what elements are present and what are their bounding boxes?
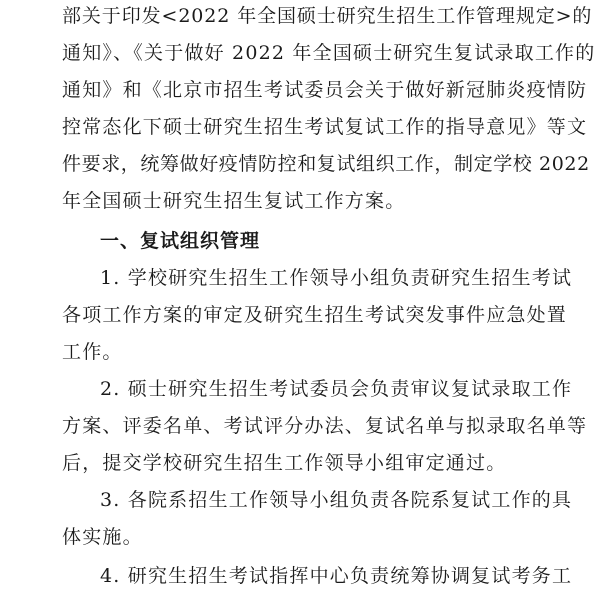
item-2-line-2: 方案、评委名单、考试评分办法、复试名单与拟录取名单等: [62, 415, 588, 437]
intro-line-2: 通知》、《关于做好 2022 年全国硕士研究生复试录取工作的: [62, 42, 596, 64]
item-3-line-2: 体实施。: [62, 526, 143, 548]
intro-line-1: 部关于印发<2022 年全国硕士研究生招生工作管理规定>的: [62, 5, 593, 27]
item-1-line-3: 工作。: [62, 341, 123, 363]
intro-line-6: 年全国硕士研究生招生复试工作方案。: [62, 190, 406, 212]
intro-line-3: 通知》和《北京市招生考试委员会关于做好新冠肺炎疫情防: [62, 79, 588, 101]
section-heading: 一、复试组织管理: [100, 230, 261, 252]
intro-line-4: 控常态化下硕士研究生招生考试复试工作的指导意见》等文: [62, 116, 588, 138]
item-1-line-2: 各项工作方案的审定及研究生招生考试突发事件应急处置: [62, 304, 568, 326]
intro-line-5: 件要求，统筹做好疫情防控和复试组织工作，制定学校 2022: [62, 153, 590, 175]
item-3-line-1: 3. 各院系招生工作领导小组负责各院系复试工作的具: [100, 489, 573, 511]
item-2-line-3: 后，提交学校研究生招生工作领导小组审定通过。: [62, 452, 507, 474]
item-2-line-1: 2. 硕士研究生招生考试委员会负责审议复试录取工作: [100, 378, 573, 400]
item-1-line-1: 1. 学校研究生招生工作领导小组负责研究生招生考试: [100, 267, 573, 289]
item-4-line-1: 4. 研究生招生考试指挥中心负责统筹协调复试考务工: [100, 565, 573, 587]
